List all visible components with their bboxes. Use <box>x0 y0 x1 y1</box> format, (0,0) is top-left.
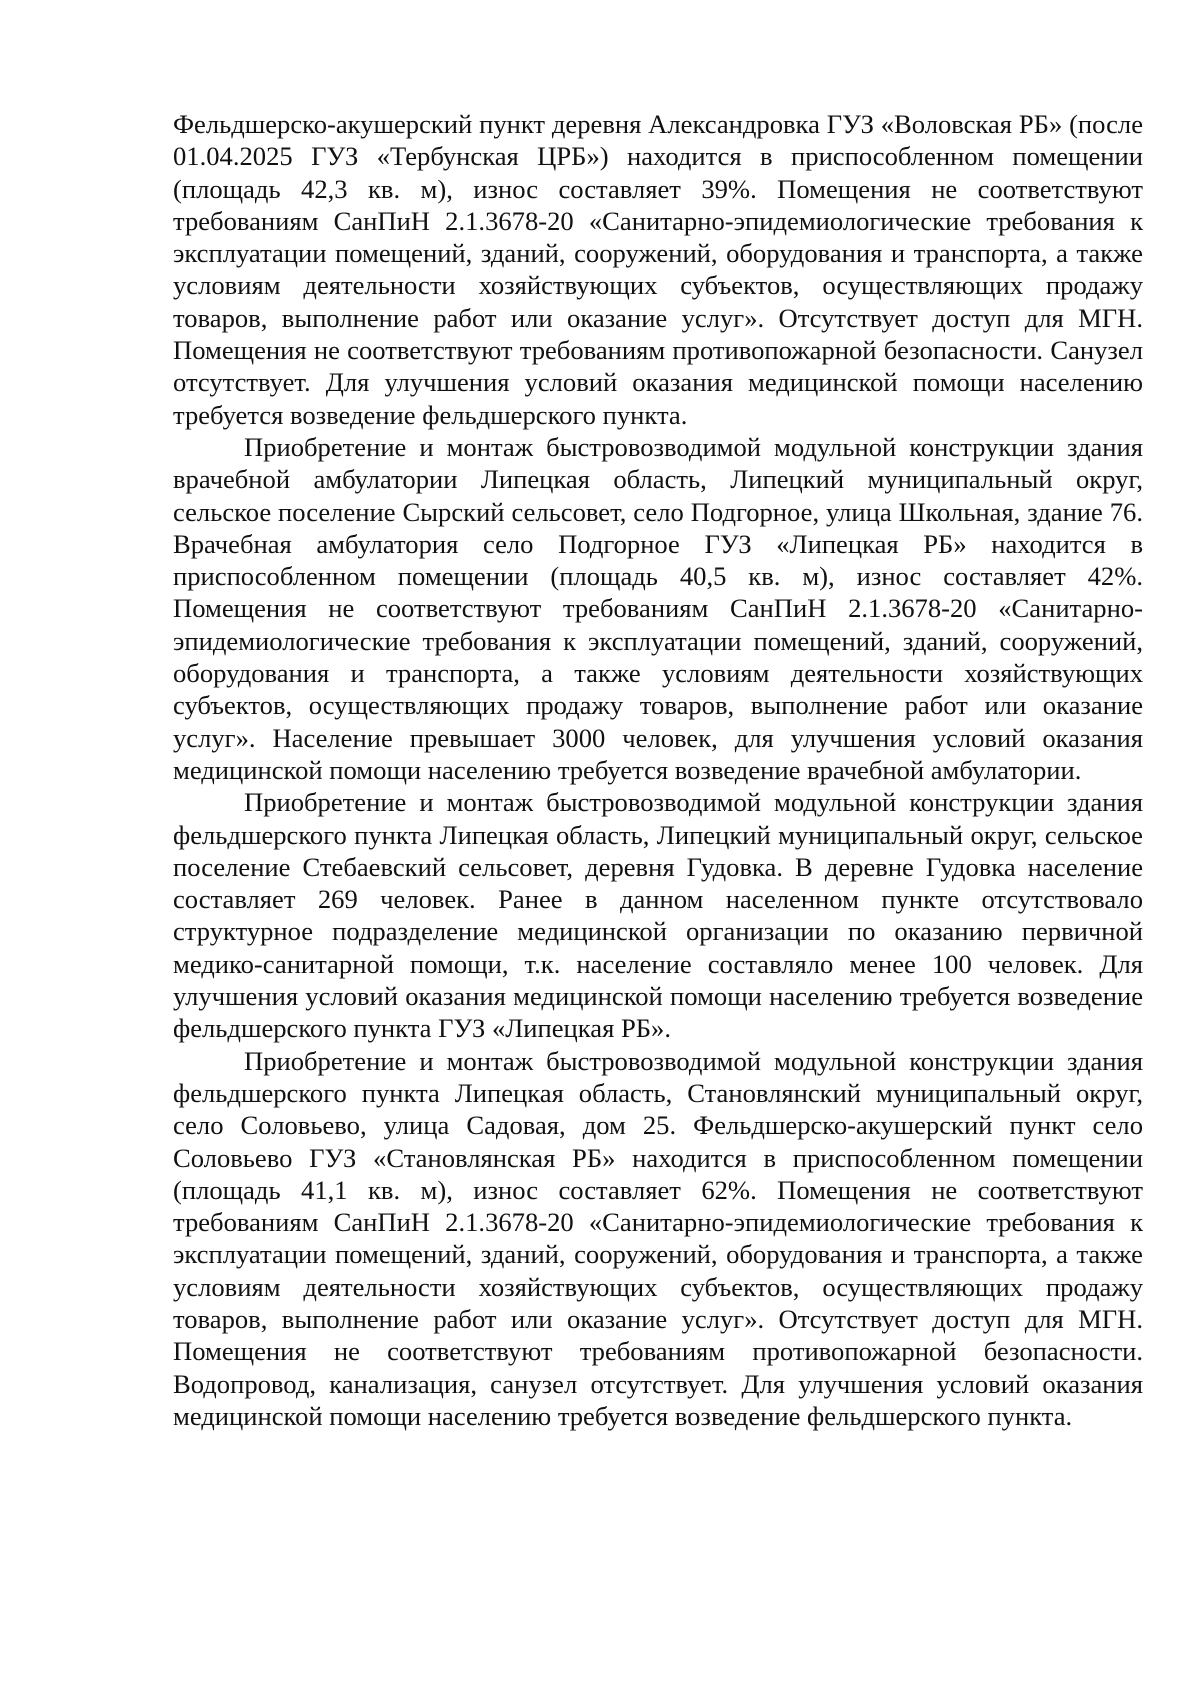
document-page <box>173 108 1143 1432</box>
paragraph-solovevo: Приобретение и монтаж быстровозводимой модульной конструкции здания фельдшерского пункта Липецкая область, Становлянский муниципальный округ, село Соловьево, улица Садовая, дом 25. Фельдшерско-акушерский пункт село Соловьево ГУЗ «Становлянская РБ» находится в приспособленном помещении (площадь 41,1 кв. м), износ составляет 62%. Помещения не соответствуют требованиям СанПиН 2.1.3678-20 «Санитарно-эпидемиологические требования к эксплуатации помещений, зданий, сооружений, оборудования и транспорта, а также условиям деятельности хозяйствующих субъектов, осуществляющих продажу товаров, выполнение работ или оказание услуг». Отсутствует доступ для МГН. Помещения не соответствуют требованиям противопожарной безопасности. Водопровод, канализация, санузел отсутствует. Для улучшения условий оказания медицинской помощи населению требуется возведение фельдшерского пункта. <box>173 1045 1143 1431</box>
paragraph-aleksandrovka: Фельдшерско-акушерский пункт деревня Александровка ГУЗ «Воловская РБ» (после 01.04.2025 ГУЗ «Тербунская ЦРБ») находится в приспособленном помещении (площадь 42,3 кв. м), износ составляет 39%. Помещения не соответствуют требованиям СанПиН 2.1.3678-20 «Санитарно-эпидемиологические требования к эксплуатации помещений, зданий, сооружений, оборудования и транспорта, а также условиям деятельности хозяйствующих субъектов, осуществляющих продажу товаров, выполнение работ или оказание услуг». Отсутствует доступ для МГН. Помещения не соответствуют требованиям противопожарной безопасности. Санузел отсутствует. Для улучшения условий оказания медицинской помощи населению требуется возведение фельдшерского пункта. <box>173 109 1143 430</box>
paragraph-gudovka: Приобретение и монтаж быстровозводимой модульной конструкции здания фельдшерского пункта Липецкая область, Липецкий муниципальный округ, сельское поселение Стебаевский сельсовет, деревня Гудовка. В деревне Гудовка население составляет 269 человек. Ранее в данном населенном пункте отсутствовало структурное подразделение медицинской организации по оказанию первичной медико-санитарной помощи, т.к. население составляло менее 100 человек. Для улучшения условий оказания медицинской помощи населению требуется возведение фельдшерского пункта ГУЗ «Липецкая РБ». <box>173 787 1143 1044</box>
paragraph-podgornoe: Приобретение и монтаж быстровозводимой модульной конструкции здания врачебной амбулатории Липецкая область, Липецкий муниципальный округ, сельское поселение Сырский сельсовет, село Подгорное, улица Школьная, здание 76. Врачебная амбулатория село Подгорное ГУЗ «Липецкая РБ» находится в приспособленном помещении (площадь 40,5 кв. м), износ составляет 42%. Помещения не соответствуют требованиям СанПиН 2.1.3678-20 «Санитарно-эпидемиологические требования к эксплуатации помещений, зданий, сооружений, оборудования и транспорта, а также условиям деятельности хозяйствующих субъектов, осуществляющих продажу товаров, выполнение работ или оказание услуг». Население превышает 3000 человек, для улучшения условий оказания медицинской помощи населению требуется возведение врачебной амбулатории. <box>173 431 1143 785</box>
